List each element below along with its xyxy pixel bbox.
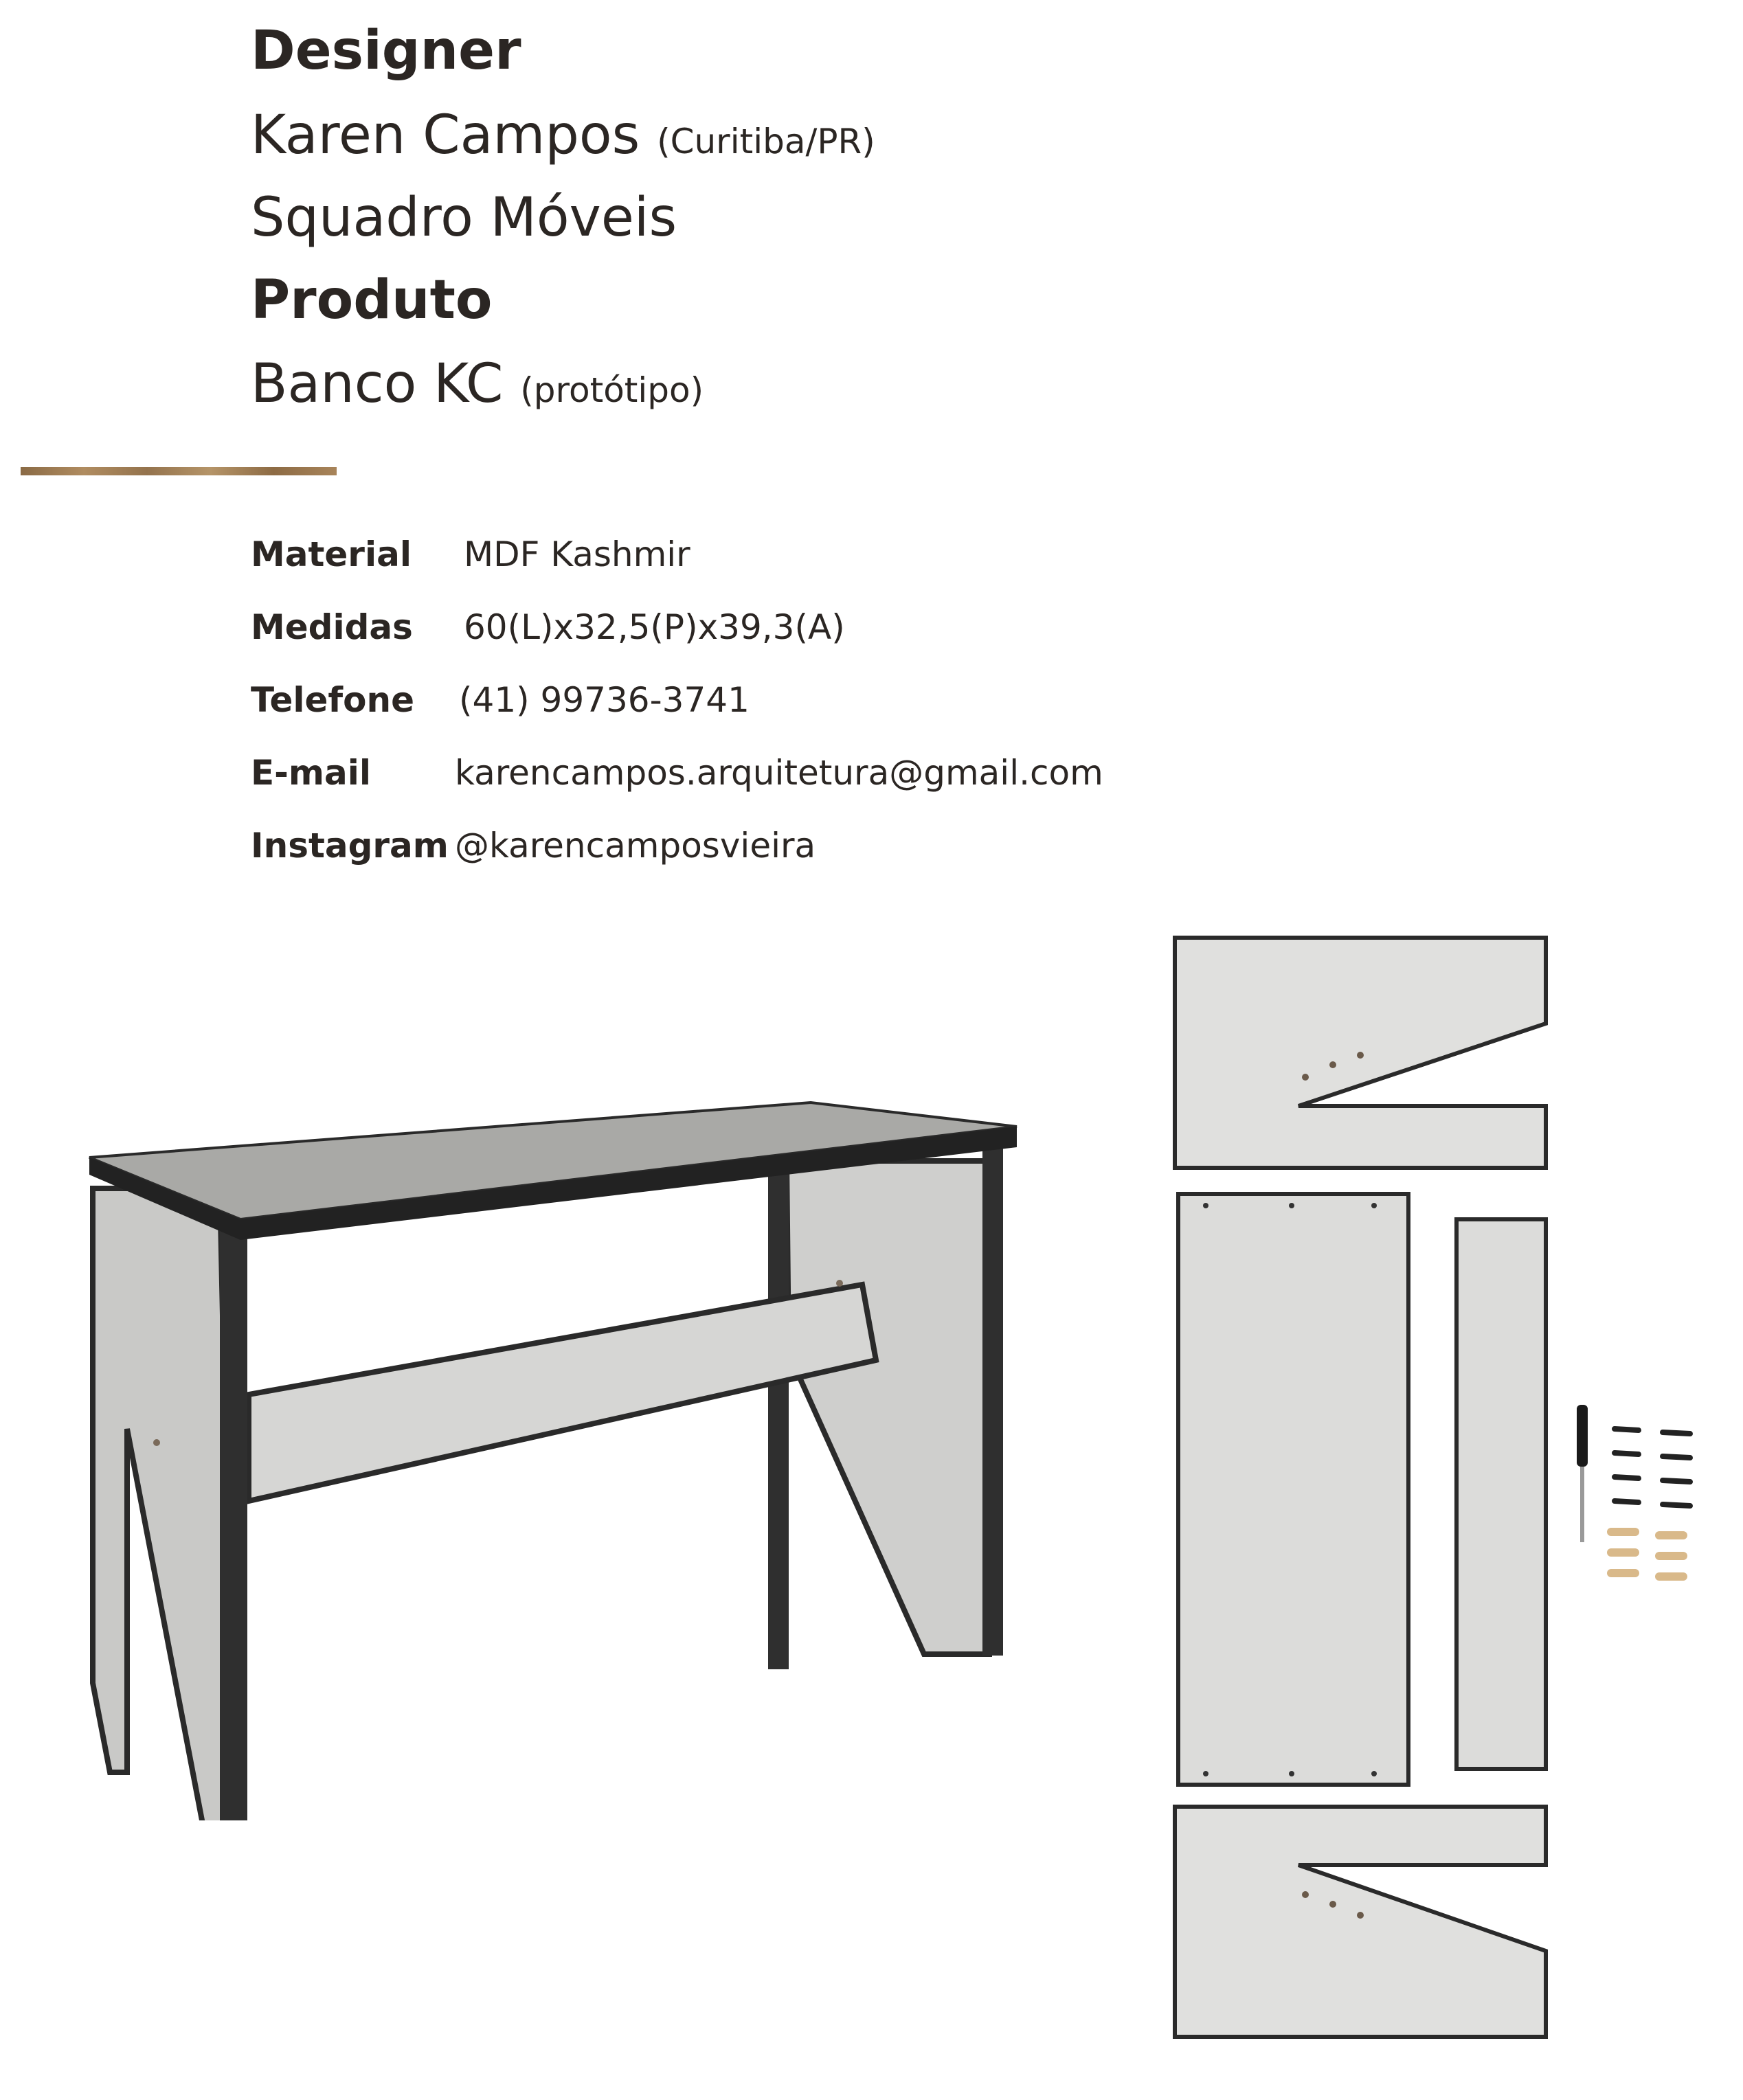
product-name: Banco KC [251,353,504,415]
designer-location: (Curitiba/PR) [657,122,875,161]
spec-value-material: MDF Kashmir [464,534,690,574]
spec-label-telefone: Telefone [251,680,415,720]
company-name: Squadro Móveis [251,187,677,249]
spec-label-material: Material [251,534,412,574]
spec-value-telefone: (41) 99736-3741 [459,680,750,720]
designer-line [251,104,875,166]
spec-label-email: E-mail [251,753,372,793]
spec-value-email: karencampos.arquitetura@gmail.com [455,753,1103,793]
spec-value-instagram: @karencamposvieira [455,826,816,866]
designer-heading: Designer [251,20,521,82]
wood-divider [21,467,337,475]
product-note: (protótipo) [520,370,704,410]
spec-label-instagram: Instagram [251,826,449,866]
product-heading: Produto [251,269,493,331]
product-line [251,353,704,415]
disassembled-parts-image [1161,927,1738,2081]
spec-value-medidas: 60(L)x32,5(P)x39,3(A) [464,607,845,647]
assembled-bench-image [0,1065,1044,1820]
designer-name: Karen Campos [251,104,640,166]
spec-label-medidas: Medidas [251,607,413,647]
